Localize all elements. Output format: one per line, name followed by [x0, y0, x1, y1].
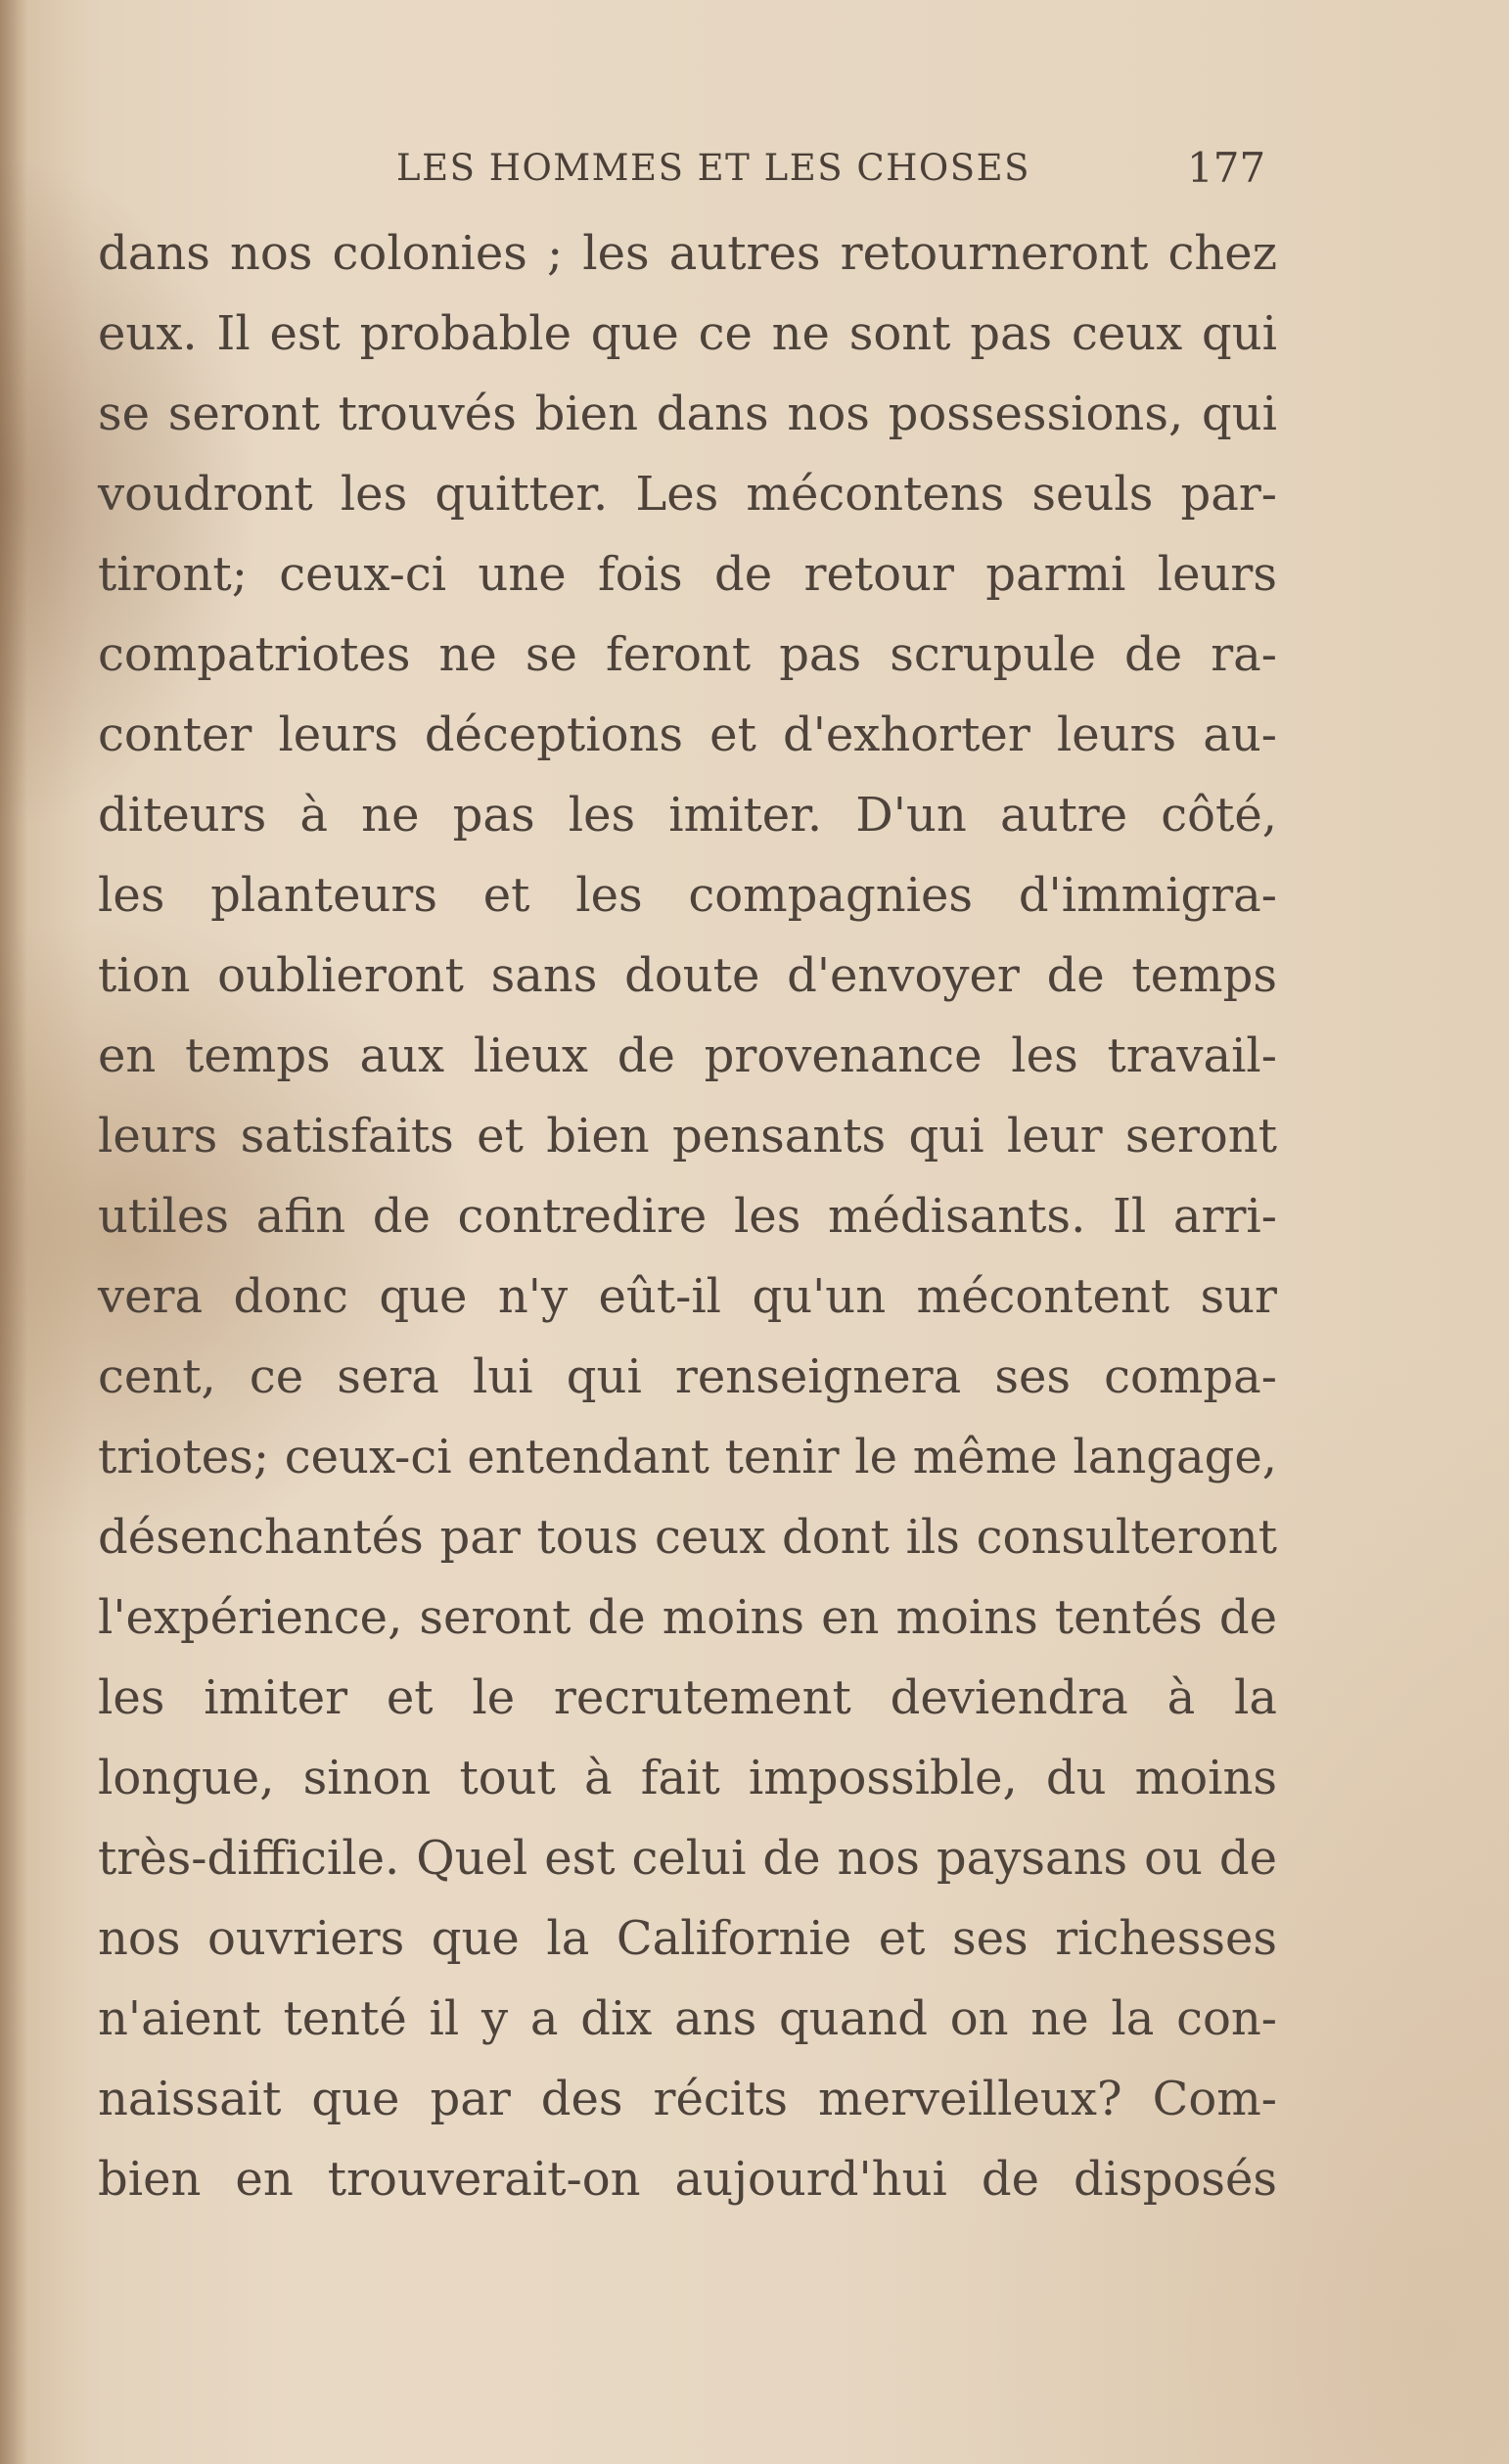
text-line: nos ouvriers que la Californie et ses richesses: [98, 1911, 1277, 1966]
body-text: [98, 213, 1277, 2219]
text-line: dans nos colonies ; les autres retourneront chez: [98, 226, 1277, 281]
text-line: les planteurs et les compagnies d'immigra-: [98, 868, 1277, 923]
page-number: 177: [1187, 144, 1266, 192]
text-line: tion oublieront sans doute d'envoyer de temps: [98, 948, 1277, 1003]
text-line: se seront trouvés bien dans nos possessions, qui: [98, 387, 1277, 441]
text-line: voudront les quitter. Les mécontens seuls par-: [98, 467, 1277, 522]
text-line: l'expérience, seront de moins en moins tentés de: [98, 1590, 1277, 1645]
text-line: leurs satisfaits et bien pensants qui leur seront: [98, 1109, 1277, 1164]
text-line: en temps aux lieux de provenance les travail-: [98, 1028, 1277, 1083]
text-line: triotes; ceux-ci entendant tenir le même langage,: [98, 1430, 1277, 1484]
running-header: [98, 144, 1272, 196]
text-line: longue, sinon tout à fait impossible, du moins: [98, 1751, 1277, 1805]
running-title: LES HOMMES ET LES CHOSES: [396, 147, 1030, 189]
text-line: naissait que par des récits merveilleux? Com-: [98, 2072, 1277, 2126]
text-line: désenchantés par tous ceux dont ils consulteront: [98, 1510, 1277, 1565]
text-line: cent, ce sera lui qui renseignera ses compa-: [98, 1349, 1277, 1404]
text-line: bien en trouverait-on aujourd'hui de disposés: [98, 2152, 1277, 2207]
text-line: conter leurs déceptions et d'exhorter leurs au-: [98, 707, 1277, 762]
text-line: eux. Il est probable que ce ne sont pas ceux qui: [98, 306, 1277, 361]
page-gutter-shadow: [0, 0, 27, 2464]
text-line: utiles afin de contredire les médisants. Il arri-: [98, 1189, 1277, 1244]
text-line: diteurs à ne pas les imiter. D'un autre côté,: [98, 788, 1277, 843]
text-line: les imiter et le recrutement deviendra à la: [98, 1670, 1277, 1725]
text-line: tiront; ceux-ci une fois de retour parmi leurs: [98, 547, 1277, 602]
text-line: vera donc que n'y eût-il qu'un mécontent sur: [98, 1269, 1277, 1324]
text-line: très-difficile. Quel est celui de nos paysans ou de: [98, 1831, 1277, 1886]
text-line: compatriotes ne se feront pas scrupule de ra-: [98, 627, 1277, 682]
text-line: n'aient tenté il y a dix ans quand on ne la con-: [98, 1991, 1277, 2046]
